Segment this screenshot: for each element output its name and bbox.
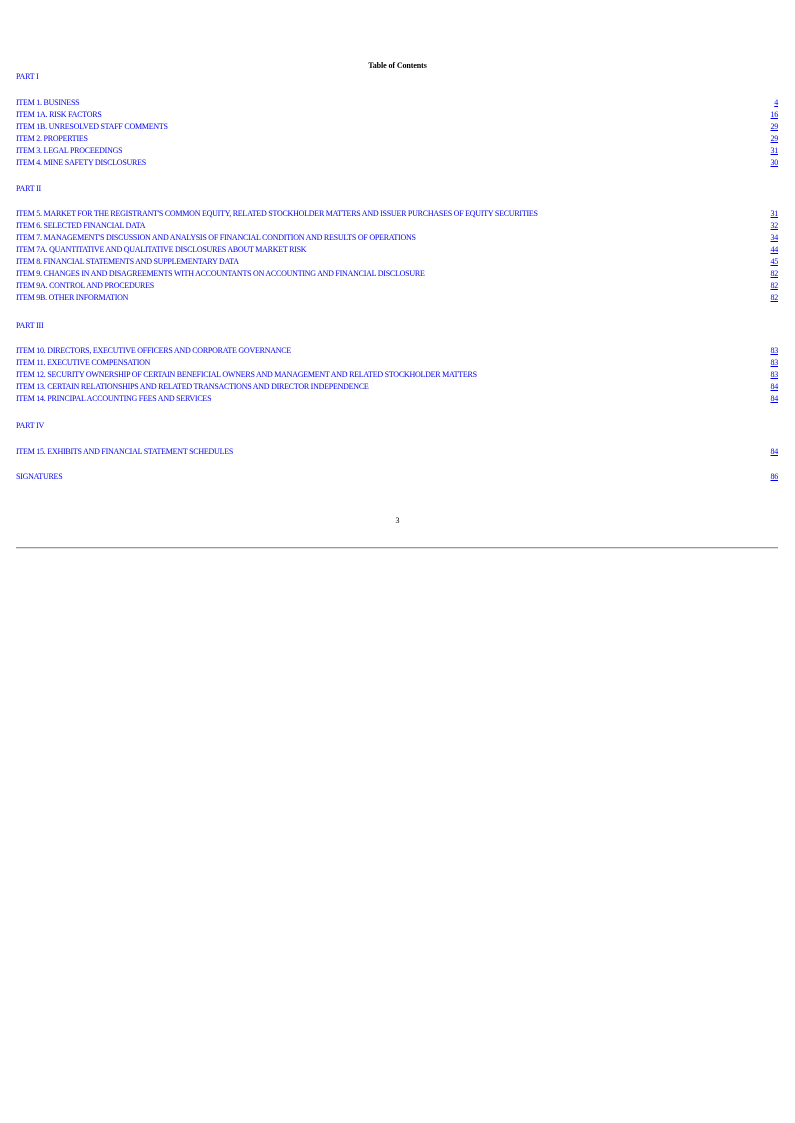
toc-row [16,256,778,268]
toc-page-number-link[interactable]: 84 [770,447,778,456]
toc-row [16,345,778,357]
toc-item-link[interactable]: ITEM 10. DIRECTORS, EXECUTIVE OFFICERS AND CORPORATE GOVERNANCE [16,346,292,355]
toc-row [16,133,778,145]
signatures-link[interactable]: SIGNATURES [16,472,63,481]
part-heading-part-2[interactable]: PART II [16,184,42,193]
toc-page-number-link[interactable]: 84 [770,394,778,403]
toc-page-number-link[interactable]: 82 [770,293,778,302]
toc-item-link[interactable]: ITEM 13. CERTAIN RELATIONSHIPS AND RELATED TRANSACTIONS AND DIRECTOR INDEPENDENCE [16,382,369,391]
toc-row [16,292,778,304]
toc-item-link[interactable]: ITEM 7A. QUANTITATIVE AND QUALITATIVE DISCLOSURES ABOUT MARKET RISK [16,245,307,254]
part-heading-part-4[interactable]: PART IV [16,421,45,430]
toc-item-link[interactable]: ITEM 1A. RISK FACTORS [16,110,102,119]
toc-row [16,145,778,157]
page-title: Table of Contents [368,61,427,70]
toc-row [16,381,778,393]
toc-page-number-link[interactable]: 82 [770,281,778,290]
toc-item-link[interactable]: ITEM 11. EXECUTIVE COMPENSATION [16,358,151,367]
toc-item-link[interactable]: ITEM 14. PRINCIPAL ACCOUNTING FEES AND SERVICES [16,394,212,403]
toc-row [16,268,778,280]
part-heading-part-1[interactable]: PART I [16,72,39,81]
toc-page-number-link[interactable]: 82 [770,269,778,278]
toc-row [16,357,778,369]
toc-row [16,232,778,244]
toc-page-number-link[interactable]: 16 [770,110,778,119]
toc-page-number-link[interactable]: 29 [770,122,778,131]
toc-row [16,393,778,405]
toc-item-link[interactable]: ITEM 6. SELECTED FINANCIAL DATA [16,221,146,230]
toc-page-number-link[interactable]: 83 [770,358,778,367]
toc-item-link[interactable]: ITEM 15. EXHIBITS AND FINANCIAL STATEMENT SCHEDULES [16,447,234,456]
toc-page-number-link[interactable]: 45 [770,257,778,266]
page-divider [16,547,778,549]
toc-page-number-link[interactable]: 31 [770,209,778,218]
toc-row [16,244,778,256]
toc-page-number-link[interactable]: 4 [774,98,778,107]
toc-page-number-link[interactable]: 31 [770,146,778,155]
signatures-page-number-link[interactable]: 86 [770,472,778,481]
page-number: 3 [395,516,400,525]
toc-row [16,446,778,458]
toc-row [16,97,778,109]
toc-item-link[interactable]: ITEM 4. MINE SAFETY DISCLOSURES [16,158,146,167]
toc-page-number-link[interactable]: 34 [770,233,778,242]
toc-row [16,157,778,169]
toc-row [16,109,778,121]
toc-row [16,280,778,292]
toc-row [16,208,778,220]
toc-page-number-link[interactable]: 30 [770,158,778,167]
toc-item-link[interactable]: ITEM 1B. UNRESOLVED STAFF COMMENTS [16,122,168,131]
toc-item-link[interactable]: ITEM 7. MANAGEMENT'S DISCUSSION AND ANALYSIS OF FINANCIAL CONDITION AND RESULTS OF OPERATIONS [16,233,416,242]
toc-item-link[interactable]: ITEM 5. MARKET FOR THE REGISTRANT'S COMMON EQUITY, RELATED STOCKHOLDER MATTERS AND ISSUER PURCHASES OF EQUITY SECURITIES [16,209,538,218]
toc-item-link[interactable]: ITEM 9B. OTHER INFORMATION [16,293,129,302]
toc-page-number-link[interactable]: 83 [770,370,778,379]
toc-item-link[interactable]: ITEM 9. CHANGES IN AND DISAGREEMENTS WITH ACCOUNTANTS ON ACCOUNTING AND FINANCIAL DISCLOSURE [16,269,425,278]
part-heading-part-3[interactable]: PART III [16,321,44,330]
toc-item-link[interactable]: ITEM 8. FINANCIAL STATEMENTS AND SUPPLEMENTARY DATA [16,257,239,266]
toc-item-link[interactable]: ITEM 1. BUSINESS [16,98,80,107]
toc-item-link[interactable]: ITEM 2. PROPERTIES [16,134,88,143]
toc-page-number-link[interactable]: 83 [770,346,778,355]
toc-page-number-link[interactable]: 32 [770,221,778,230]
toc-item-link[interactable]: ITEM 9A. CONTROL AND PROCEDURES [16,281,154,290]
toc-row-signatures [16,471,778,483]
toc-page-number-link[interactable]: 44 [770,245,778,254]
toc-row [16,369,778,381]
toc-item-link[interactable]: ITEM 3. LEGAL PROCEEDINGS [16,146,123,155]
toc-row [16,121,778,133]
toc-item-link[interactable]: ITEM 12. SECURITY OWNERSHIP OF CERTAIN BENEFICIAL OWNERS AND MANAGEMENT AND RELATED STOCKHOLDER MATTERS [16,370,477,379]
toc-page-number-link[interactable]: 29 [770,134,778,143]
toc-page-number-link[interactable]: 84 [770,382,778,391]
toc-row [16,220,778,232]
